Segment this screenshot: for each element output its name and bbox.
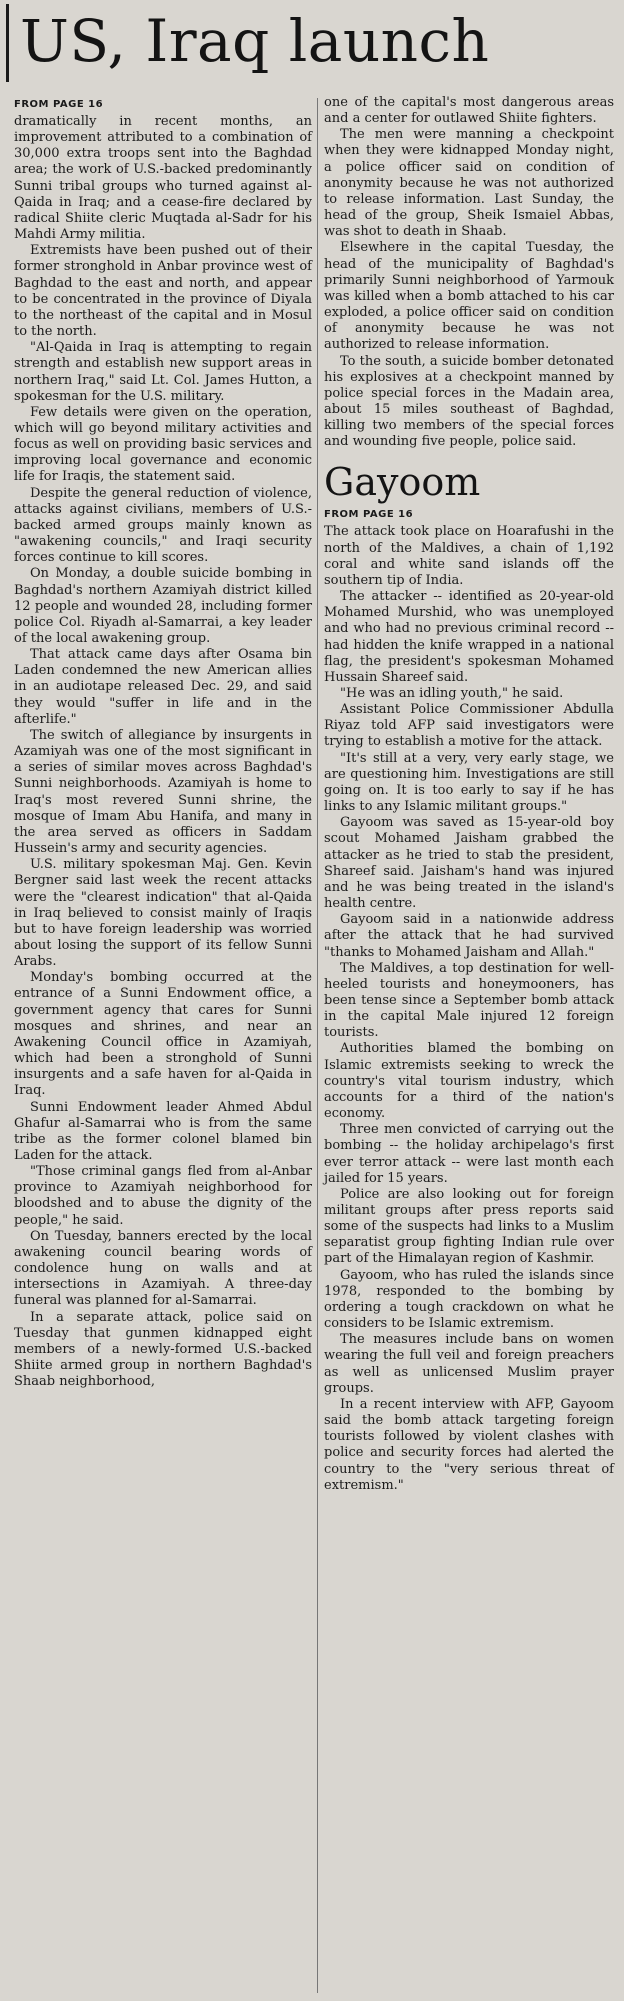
paragraph: dramatically in recent months, an improvement attributed to a combination of 30,000 extra troops sent into the Baghdad area; the work of U.S.-backed predominantly Sunni tribal groups who turned against al-Qaida in Iraq; and a cease-fire declared by radical Shiite cleric Muqtada al-Sadr for his Mahdi Army militia. xyxy=(14,114,312,243)
paragraph: U.S. military spokesman Maj. Gen. Kevin Bergner said last week the recent attacks were the "clearest indication" that al-Qaida in Iraq believed to consist mainly of Iraqis but to have foreign leadership was worried about losing the support of its fellow Sunni Arabs. xyxy=(14,857,312,970)
paragraph: On Tuesday, banners erected by the local awakening council bearing words of condolence hung on walls and at intersections in Azamiyah. A three-day funeral was planned for al-Samarrai. xyxy=(14,1228,312,1309)
paragraph: That attack came days after Osama bin Laden condemned the new American allies in an audiotape released Dec. 29, and said they would "suffer in life and in the afterlife." xyxy=(14,647,312,727)
paragraph: "It's still at a very, very early stage, we are questioning him. Investigations are still going on. It is too early to say if he has links to any Islamic militant groups." xyxy=(324,750,614,815)
paragraph: Three men convicted of carrying out the bombing -- the holiday archipelago's first ever terror attack -- were last month each jailed for 15 years. xyxy=(324,1122,614,1186)
paragraph: one of the capital's most dangerous areas and a center for outlawed Shiite fighters. xyxy=(324,95,614,127)
story1-right-body xyxy=(324,95,614,450)
paragraph: On Monday, a double suicide bombing in Baghdad's northern Azamiyah district killed 12 people and wounded 28, including former police Col. Riyadh al-Samarrai, a key leader of the local awakening group. xyxy=(14,566,312,646)
story1-left-column xyxy=(14,98,312,1390)
paragraph: The men were manning a checkpoint when they were kidnapped Monday night, a police officer said on condition of anonymity because he was not authorized to release information. Last Sunday, the head of the group, Sheik Ismaiel Abbas, was shot to death in Shaab. xyxy=(324,127,614,240)
paragraph: To the south, a suicide bomber detonated his explosives at a checkpoint manned by police special forces in the Madain area, about 15 miles southeast of Baghdad, killing two members of the special forces and wounding five people, police said. xyxy=(324,353,614,450)
paragraph: Sunni Endowment leader Ahmed Abdul Ghafur al-Samarrai who is from the same tribe as the former colonel blamed bin Laden for the attack. xyxy=(14,1099,312,1163)
paragraph: The measures include bans on women wearing the full veil and foreign preachers as well as unlicensed Muslim prayer groups. xyxy=(324,1332,614,1396)
paragraph: Few details were given on the operation, which will go beyond military activities and focus as well on providing basic services and improving local governance and economic life for Iraqis, the statement said. xyxy=(14,404,312,485)
paragraph: Gayoom said in a nationwide address after the attack that he had survived "thanks to Mohamed Jaisham and Allah." xyxy=(324,912,614,960)
paragraph: "Al-Qaida in Iraq is attempting to regain strength and establish new support areas in northern Iraq," said Lt. Col. James Hutton, a spokesman for the U.S. military. xyxy=(14,340,312,404)
paragraph: Despite the general reduction of violence, attacks against civilians, members of U.S.-backed armed groups mainly known as "awakening councils," and Iraqi security forces continue to kill scores. xyxy=(14,485,312,566)
paragraph: Gayoom, who has ruled the islands since 1978, responded to the bombing by ordering a tough crackdown on what he considers to be Islamic extremism. xyxy=(324,1267,614,1332)
paragraph: Monday's bombing occurred at the entrance of a Sunni Endowment office, a government agency that cares for Sunni mosques and shrines, and near an Awakening Council office in Azamiyah, which had been a stronghold of Sunni insurgents and a safe haven for al-Qaida in Iraq. xyxy=(14,970,312,1099)
paragraph: The attack took place on Hoarafushi in the north of the Maldives, a chain of 1,192 coral and white sand islands off the southern tip of India. xyxy=(324,524,614,588)
headline-rule xyxy=(6,4,9,82)
paragraph: The switch of allegiance by insurgents in Azamiyah was one of the most significant in a series of similar moves across Baghdad's Sunni neighborhoods. Azamiyah is home to Iraq's most revered Sunni shrine, the mosque of Imam Abu Hanifa, and many in the area served as officers in Saddam Hussein's army and security agencies. xyxy=(14,727,312,857)
paragraph: "Those criminal gangs fled from al-Anbar province to Azamiyah neighborhood for bloodshed and to abuse the dignity of the people," he said. xyxy=(14,1164,312,1228)
story2-body xyxy=(324,524,614,1493)
paragraph: Gayoom was saved as 15-year-old boy scout Mohamed Jaisham grabbed the attacker as he tried to stab the president, Shareef said. Jaisham's hand was injured and he was being treated in the island's health centre. xyxy=(324,815,614,912)
paragraph: Elsewhere in the capital Tuesday, the head of the municipality of Baghdad's primarily Sunni neighborhood of Yarmouk was killed when a bomb attached to his car exploded, a police officer said on condition of anonymity because he was not authorized to release information. xyxy=(324,240,614,353)
story2-from-page: FROM PAGE 16 xyxy=(324,509,414,521)
column-divider xyxy=(317,98,318,1993)
paragraph: In a separate attack, police said on Tuesday that gunmen kidnapped eight members of a newly-formed U.S.-backed Shiite armed group in northern Baghdad's Shaab neighborhood, xyxy=(14,1309,312,1390)
paragraph: The attacker -- identified as 20-year-old Mohamed Murshid, who was unemployed and who had no previous criminal record -- had hidden the knife wrapped in a national flag, the president's spokesman Mohamed Hussain Shareef said. xyxy=(324,589,614,685)
paragraph: The Maldives, a top destination for well-heeled tourists and honeymooners, has been tense since a September bomb attack in the capital Male injured 12 foreign tourists. xyxy=(324,960,614,1041)
paragraph: Police are also looking out for foreign militant groups after press reports said some of the suspects had links to a Muslim separatist group fighting Indian rule over part of the Himalayan region of Kashmir. xyxy=(324,1186,614,1267)
paragraph: "He was an idling youth," he said. xyxy=(340,686,564,701)
story1-left-body xyxy=(14,114,312,1390)
paragraph: Assistant Police Commissioner Abdulla Riyaz told AFP said investigators were trying to establish a motive for the attack. xyxy=(324,702,614,750)
paragraph: Extremists have been pushed out of their former stronghold in Anbar province west of Baghdad to the east and north, and appear to be concentrated in the province of Diyala to the northeast of the capital and in Mosul to the north. xyxy=(14,243,312,340)
paragraph: In a recent interview with AFP, Gayoom said the bomb attack targeting foreign tourists followed by violent clashes with police and security forces had alerted the country to the "very serious threat of extremism." xyxy=(324,1396,614,1493)
paragraph: Authorities blamed the bombing on Islamic extremists seeking to wreck the country's vital tourism industry, which accounts for a third of the nation's economy. xyxy=(324,1041,614,1122)
headline: US, Iraq launch xyxy=(20,7,490,75)
story2-headline: Gayoom xyxy=(324,460,481,505)
right-column xyxy=(324,95,614,1494)
story1-from-page: FROM PAGE 16 xyxy=(14,99,104,110)
